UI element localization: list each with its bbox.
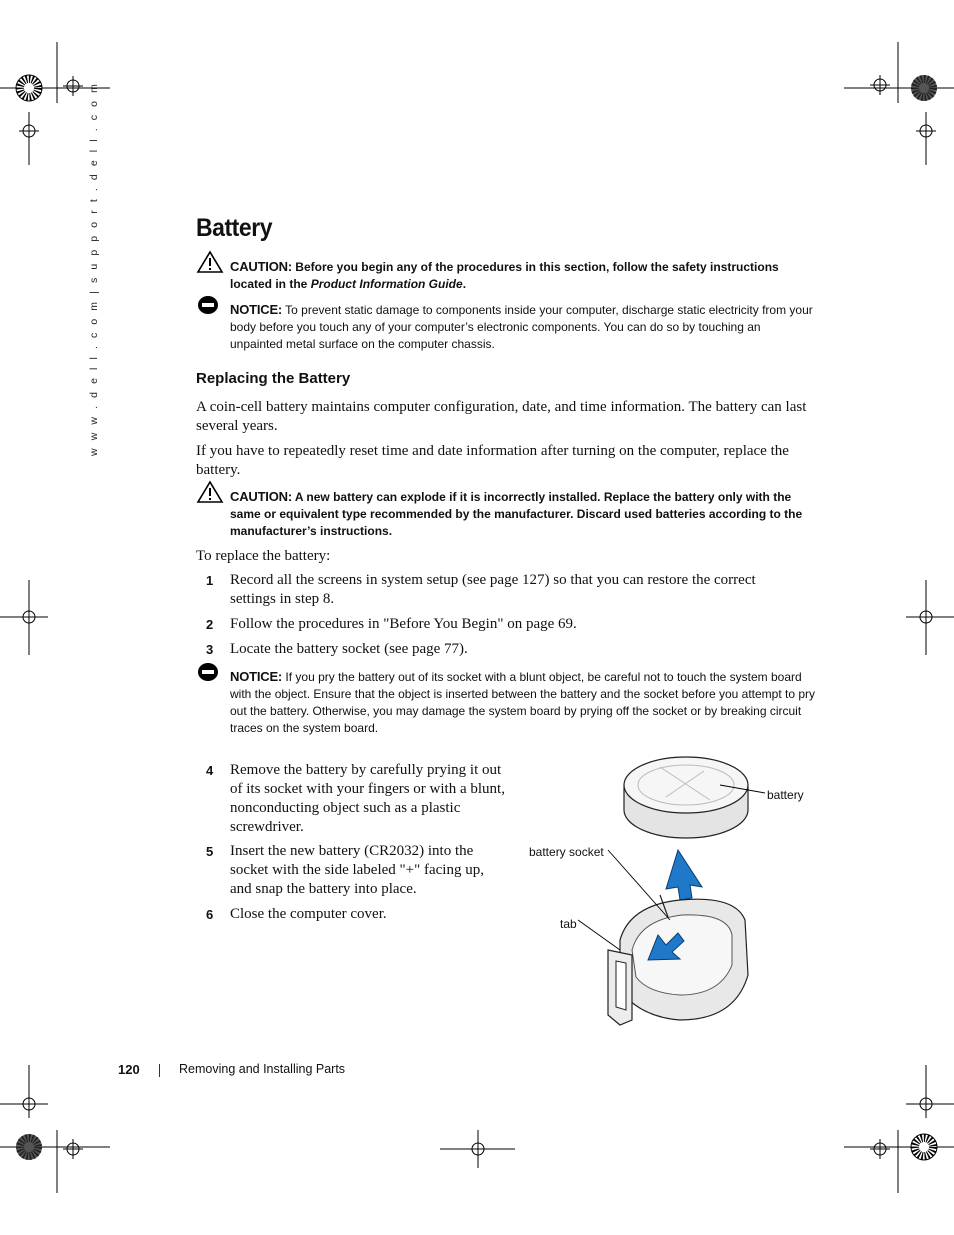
battery-socket	[608, 895, 748, 1025]
notice-text: To prevent static damage to components inside your computer, discharge static electricity from your body before you touch any of your computer’s electronic components. You can do so by touching an unpainted metal surface on the computer chassis.	[230, 303, 813, 351]
paragraph-2: If you have to repeatedly reset time and date information after turning on the computer, replace the battery.	[196, 443, 789, 478]
step-number: 5	[206, 844, 214, 859]
caution-triangle-icon	[196, 480, 224, 504]
step-text: Insert the new battery (CR2032) into the socket with the side labeled "+" facing up, and snap the battery into place.	[230, 843, 484, 897]
notice-icon	[196, 660, 224, 684]
step-text: Record all the screens in system setup (see page 127) so that you can restore the correct settings in step 8.	[230, 572, 756, 607]
caution-text: A new battery can explode if it is incorrectly installed. Replace the battery only with the same or equivalent type recommended by the manufacturer. Discard used batteries according to the manufacturer’s instructions.	[230, 490, 803, 538]
label-battery: battery	[767, 788, 804, 802]
step-number: 4	[206, 763, 214, 778]
side-url: w w w . d e l l . c o m | s u p p o r t . d e l l . c o m	[88, 81, 100, 456]
page-number: 120	[118, 1062, 140, 1077]
page-title: Battery	[196, 214, 273, 242]
step-text: Locate the battery socket (see page 77).	[230, 641, 468, 657]
battery-coin	[624, 757, 748, 838]
label-battery-socket: battery socket	[529, 845, 604, 859]
caution-triangle-icon	[196, 250, 224, 274]
step-number: 1	[206, 573, 214, 588]
footer-divider	[159, 1064, 160, 1077]
up-arrow	[666, 850, 702, 900]
intro-text: To replace the battery:	[196, 548, 331, 564]
notice-label: NOTICE:	[230, 302, 283, 317]
notice-icon	[196, 293, 224, 317]
step-number: 2	[206, 617, 214, 632]
guide-title: Product Information Guide	[310, 277, 463, 291]
caution-text: Before you begin any of the procedures in this section, follow the safety instructions located in the	[230, 260, 779, 291]
paragraph-1: A coin-cell battery maintains computer configuration, date, and time information. The battery can last several years.	[196, 399, 807, 434]
caution-label: CAUTION:	[230, 489, 292, 504]
label-tab: tab	[560, 917, 577, 931]
caution-end: .	[462, 277, 467, 291]
step-number: 6	[206, 907, 214, 922]
notice-label: NOTICE:	[230, 669, 283, 684]
chapter-title: Removing and Installing Parts	[179, 1062, 346, 1076]
step-text: Follow the procedures in "Before You Begin" on page 69.	[230, 616, 577, 632]
step-text: Remove the battery by carefully prying it out of its socket with your fingers or with a blunt, nonconducting object such as a plastic screwdriver.	[230, 762, 505, 835]
step-number: 3	[206, 642, 214, 657]
notice-text: If you pry the battery out of its socket with a blunt object, be careful not to touch the system board with the object. Ensure that the object is inserted between the battery and the socket before you attempt to pry out the battery. Otherwise, you may damage the system board by prying off the socket or by breaking circuit traces on the system board.	[230, 670, 816, 735]
section-heading: Replacing the Battery	[196, 370, 351, 387]
step-text: Close the computer cover.	[230, 906, 387, 922]
caution-label: CAUTION:	[230, 259, 292, 274]
